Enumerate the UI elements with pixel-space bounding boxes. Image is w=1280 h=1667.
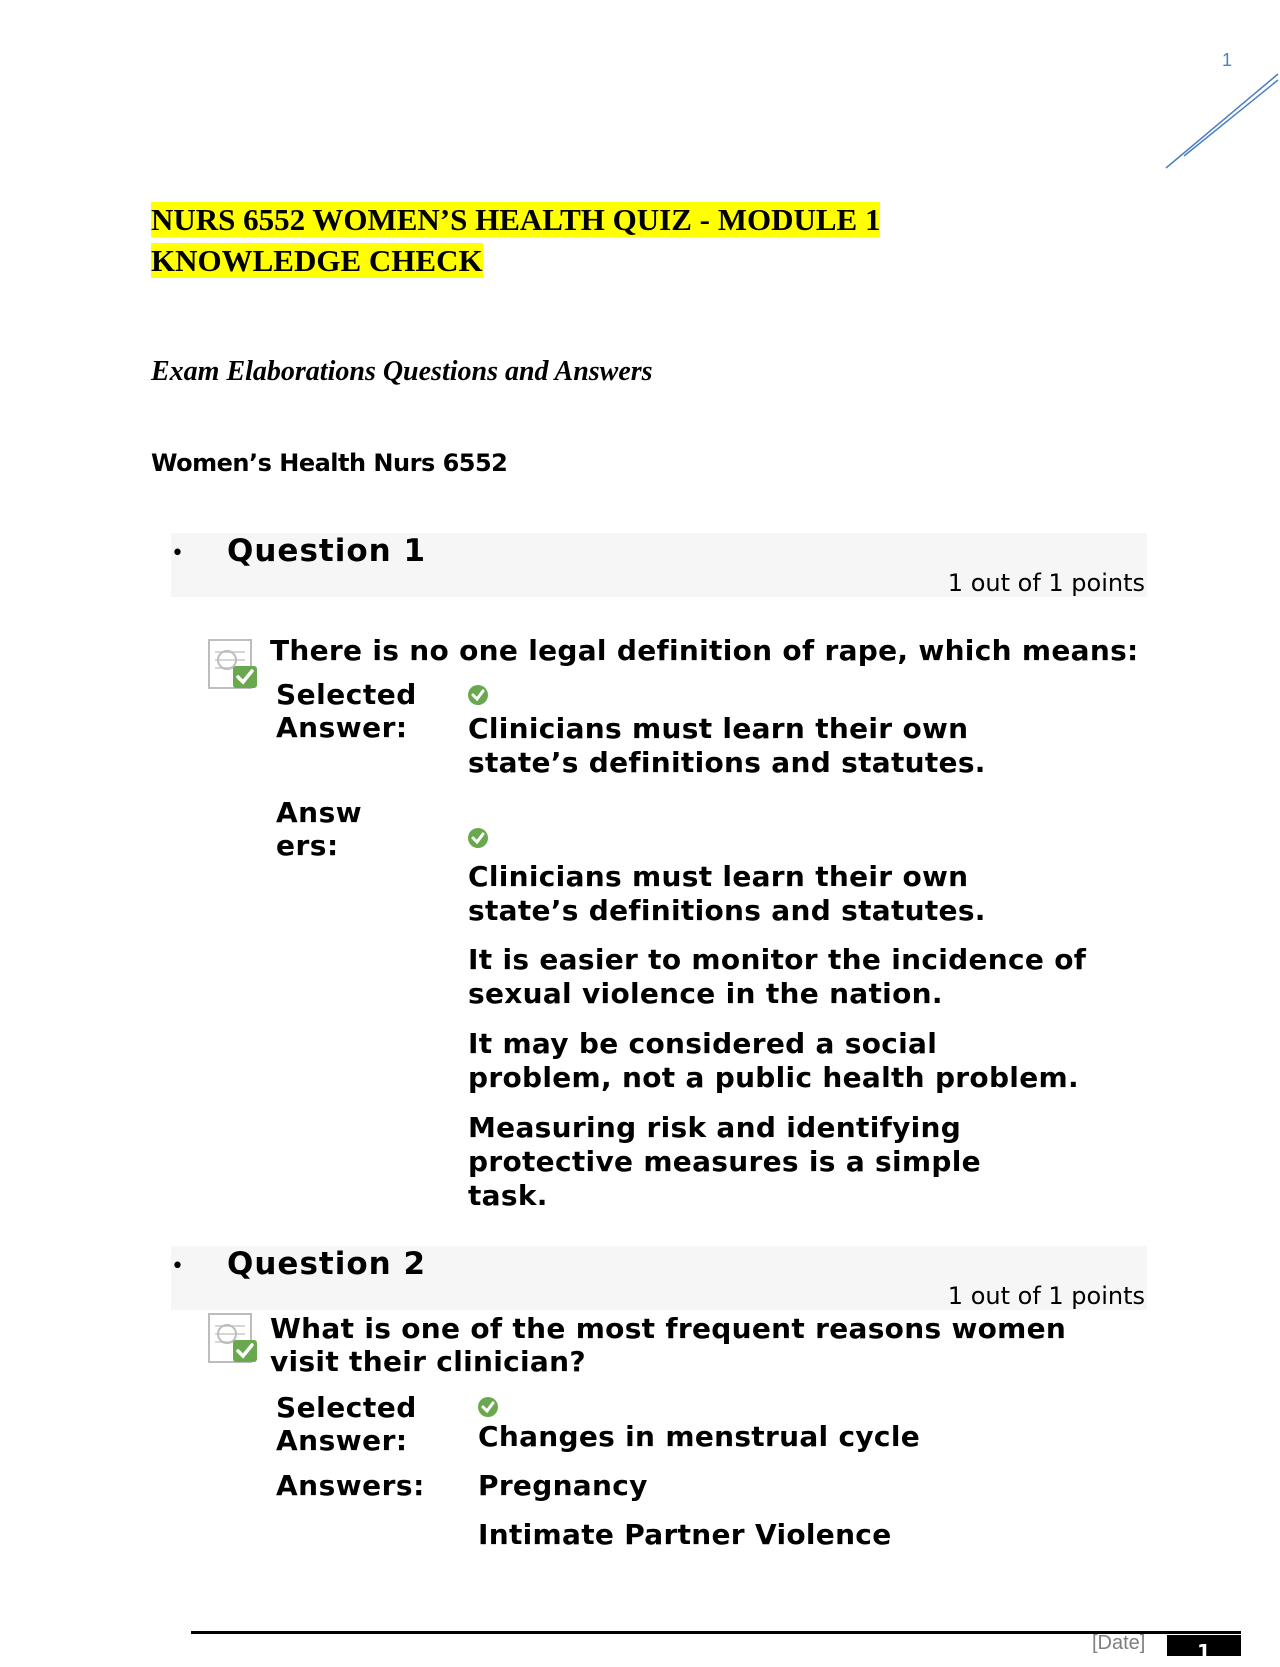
footer-page-number: 1 bbox=[1197, 1640, 1211, 1664]
question-1-prompt: There is no one legal definition of rape, which means: bbox=[270, 634, 1139, 667]
correct-check-icon bbox=[468, 685, 488, 705]
footer-rule bbox=[191, 1631, 1241, 1634]
footer-page-box bbox=[1167, 1635, 1241, 1664]
answers-label: Answ ers: bbox=[276, 796, 363, 862]
question-2-prompt: What is one of the most frequent reasons women visit their clinician? bbox=[270, 1312, 1067, 1378]
answer-option: Clinicians must learn their own state’s definitions and statutes. bbox=[468, 860, 986, 927]
bullet: • bbox=[171, 1254, 184, 1279]
correct-check-icon bbox=[468, 828, 488, 848]
answer-option: It is easier to monitor the incidence of sexual violence in the nation. bbox=[468, 943, 1087, 1010]
footer-date: [Date] bbox=[1092, 1632, 1146, 1654]
document-subtitle: Exam Elaborations Questions and Answers bbox=[151, 356, 653, 387]
question-2-title: Question 2 bbox=[227, 1246, 427, 1282]
question-1-points: 1 out of 1 points bbox=[947, 569, 1145, 597]
answer-option: Intimate Partner Violence bbox=[478, 1518, 892, 1551]
header-page-number: 1 bbox=[1222, 50, 1233, 70]
answer-option: Measuring risk and identifying protective measures is a simple task. bbox=[468, 1111, 981, 1212]
selected-answer-label: Selected Answer: bbox=[276, 678, 417, 744]
selected-answer-label: Selected Answer: bbox=[276, 1391, 417, 1457]
course-label: Women’s Health Nurs 6552 bbox=[151, 449, 508, 477]
decorative-corner-lines bbox=[1160, 70, 1280, 170]
title-line-1: NURS 6552 WOMEN’S HEALTH QUIZ - MODULE 1 bbox=[151, 202, 881, 237]
correct-check-icon bbox=[478, 1397, 498, 1417]
answers-label: Answers: bbox=[276, 1469, 425, 1502]
question-1-header bbox=[171, 533, 1147, 597]
bullet: • bbox=[171, 541, 184, 566]
graded-correct-icon bbox=[207, 638, 261, 692]
graded-correct-icon bbox=[207, 1312, 261, 1366]
selected-answer: Changes in menstrual cycle bbox=[478, 1420, 921, 1453]
answer-option: Pregnancy bbox=[478, 1469, 648, 1502]
answer-option: It may be considered a social problem, not a public health problem. bbox=[468, 1027, 1079, 1094]
question-1-title: Question 1 bbox=[227, 533, 427, 569]
selected-answer: Clinicians must learn their own state’s definitions and statutes. bbox=[468, 712, 986, 779]
question-2-points: 1 out of 1 points bbox=[947, 1282, 1145, 1310]
document-title bbox=[151, 199, 1051, 281]
title-line-2: KNOWLEDGE CHECK bbox=[151, 243, 483, 278]
question-2-header bbox=[171, 1246, 1147, 1310]
